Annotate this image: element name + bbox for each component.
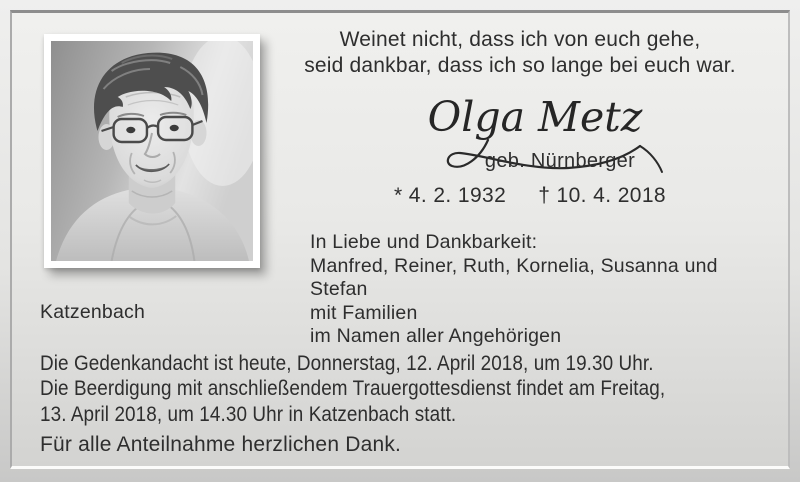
epitaph-line-2: seid dankbar, dass ich so lange bei euch war. [304,54,736,77]
mourning-families: mit Familien [310,301,418,324]
birth-date: * 4. 2. 1932 [393,184,507,207]
mourning-intro: In Liebe und Dankbarkeit: [310,231,538,253]
portrait-illustration [51,41,253,261]
epitaph [280,27,760,79]
deceased-name: Olga Metz [427,93,643,141]
life-dates [392,184,668,208]
schedule-line-1: Die Gedenkandacht ist heute, Donnerstag, 12. April 2018, um 19.30 Uhr. [40,352,654,375]
schedule-line-3: 13. April 2018, um 14.30 Uhr in Katzenbach statt. [40,402,457,426]
mourning-behalf: im Namen aller Angehörigen [310,325,562,348]
death-date: † 10. 4. 2018 [538,184,667,207]
schedule-line-2: Die Beerdigung mit anschließendem Trauergottesdienst findet am Freitag, [40,377,666,401]
funeral-schedule [40,351,724,427]
epitaph-line-1: Weinet nicht, dass ich von euch gehe, [339,28,701,51]
thanks-line: Für alle Anteilnahme herzlichen Dank. [40,433,402,456]
maiden-name: geb. Nürnberger [484,150,636,172]
place-name: Katzenbach [40,301,145,323]
mourning-block [310,231,780,349]
mourning-names: Manfred, Reiner, Ruth, Kornelia, Susanna und Stefan [310,254,718,301]
portrait-photo [44,34,260,268]
